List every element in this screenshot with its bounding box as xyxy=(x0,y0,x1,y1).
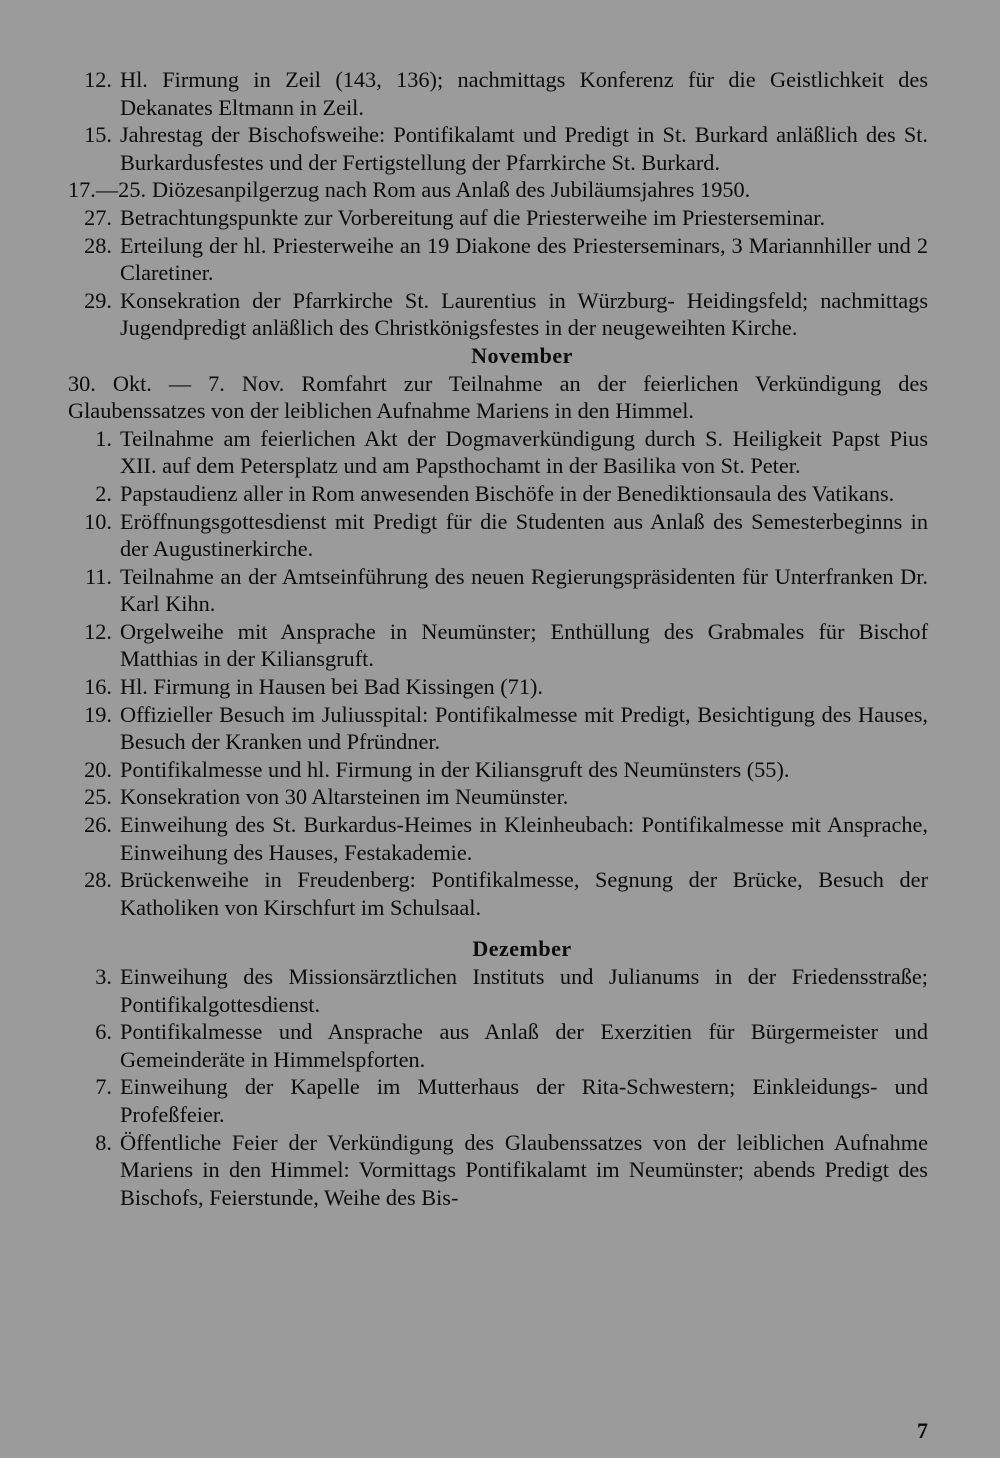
entry-date: 17.—25. xyxy=(68,177,147,203)
entry-text: Teilnahme an der Amtseinführung des neuen Regierungspräsidenten für Unterfranken Dr. Karl Kihn. xyxy=(120,563,928,617)
entry-nov-12 xyxy=(66,618,928,673)
entry-text: Offizieller Besuch im Juliusspital: Pontifikalmesse mit Predigt, Besichtigung des Hauses, Besuch der Kranken und Pfründner. xyxy=(120,701,928,755)
entry-nov-20 xyxy=(66,756,928,784)
entry-text: Einweihung der Kapelle im Mutterhaus der Rita-Schwestern; Einkleidungs- und Profeßfeier. xyxy=(120,1074,928,1127)
entry-text: Erteilung der hl. Priesterweihe an 19 Diakone des Priesterseminars, 3 Mariannhiller und 2 Claretiner. xyxy=(120,232,928,286)
section-heading-november: November xyxy=(471,342,573,368)
entry-text: Öffentliche Feier der Verkündigung des Glaubenssatzes von der leiblichen Aufnahme Mariens in den Himmel: Vormittags Pontifikalamt im Neumünster; abends Predigt des Bischofs, Feierstunde, Weihe des Bis- xyxy=(120,1129,928,1210)
entry-text: Hl. Firmung in Zeil (143, 136); nachmittags Konferenz für die Geistlichkeit des Dekanates Eltmann in Zeil. xyxy=(120,67,928,120)
entry-date: 15. xyxy=(84,122,112,148)
entry-nov-2 xyxy=(66,480,928,508)
entry-text: Konsekration von 30 Altarsteinen im Neumünster. xyxy=(120,784,569,810)
entry-date: 2. xyxy=(95,480,112,506)
entry-text: Einweihung des St. Burkardus-Heimes in Kleinheubach: Pontifikalmesse mit Ansprache, Einweihung des Hauses, Festakademie. xyxy=(120,812,928,865)
entry-nov-10 xyxy=(66,508,928,563)
entry-text: Teilnahme am feierlichen Akt der Dogmaverkündigung durch S. Heiligkeit Papst Pius XII. auf dem Petersplatz und am Papsthochamt in der Basilika von St. Peter. xyxy=(120,425,928,479)
entry-date: 29. xyxy=(84,287,112,313)
entry-dec-7 xyxy=(66,1073,928,1128)
entry-nov-16 xyxy=(66,673,928,701)
entry-text: Pontifikalmesse und Ansprache aus Anlaß der Exerzitien für Bürgermeister und Gemeinderäte in Himmelspforten. xyxy=(120,1019,928,1072)
entry-date: 27. xyxy=(84,204,112,230)
entry-text: Betrachtungspunkte zur Vorbereitung auf die Priesterweihe im Priesterseminar. xyxy=(120,204,826,230)
entry-oct-12 xyxy=(66,66,928,121)
entry-text: Papstaudienz aller in Rom anwesenden Bischöfe in der Benediktionsaula des Vatikans. xyxy=(120,480,895,506)
entry-text: Diözesanpilgerzug nach Rom aus Anlaß des Jubiläumsjahres 1950. xyxy=(152,177,751,203)
entry-date: 10. xyxy=(84,508,112,534)
entry-date: 28. xyxy=(84,867,112,893)
entry-date: 26. xyxy=(84,812,112,838)
entry-date: 19. xyxy=(84,701,112,727)
page-number: 7 xyxy=(917,1418,928,1443)
entry-date: 30. Okt. — 7. Nov. xyxy=(68,370,285,396)
entry-dec-8 xyxy=(66,1129,928,1212)
entry-nov-25 xyxy=(66,783,928,811)
entry-nov-11 xyxy=(66,563,928,618)
entry-text: Konsekration der Pfarrkirche St. Laurentius in Würzburg- Heidingsfeld; nachmittags Jugendpredigt anläßlich des Christkönigsfestes in der neugeweihten Kirche. xyxy=(120,287,928,341)
entry-dec-3 xyxy=(66,963,928,1018)
entry-date: 25. xyxy=(84,784,112,810)
entry-nov-26 xyxy=(66,811,928,866)
entry-date: 7. xyxy=(95,1074,112,1100)
entry-text: Romfahrt zur Teilnahme an der feierlichen Verkündigung des Glaubenssatzes von der leiblichen Aufnahme Mariens in den Himmel. xyxy=(68,370,928,424)
entry-date: 12. xyxy=(84,67,112,92)
entry-date: 1. xyxy=(95,425,112,451)
entry-date: 20. xyxy=(84,756,112,782)
entry-oct-29 xyxy=(66,287,928,342)
entry-text: Brückenweihe in Freudenberg: Pontifikalmesse, Segnung der Brücke, Besuch der Katholiken von Kirschfurt im Schulsaal. xyxy=(120,867,928,920)
entry-date: 3. xyxy=(95,964,112,989)
entry-text: Eröffnungsgottesdienst mit Predigt für die Studenten aus Anlaß des Semesterbeginns in der Augustinerkirche. xyxy=(120,508,928,562)
entry-date: 12. xyxy=(84,618,112,644)
entry-text: Hl. Firmung in Hausen bei Bad Kissingen (71). xyxy=(120,674,543,700)
entry-nov-1 xyxy=(66,425,928,480)
section-heading-dezember: Dezember xyxy=(472,936,572,962)
entry-nov-28 xyxy=(66,866,928,921)
entry-text: Pontifikalmesse und hl. Firmung in der Kiliansgruft des Neumünsters (55). xyxy=(120,756,790,782)
entry-text: Jahrestag der Bischofsweihe: Pontifikalamt und Predigt in St. Burkard anläßlich des St. Burkardusfestes und der Fertigstellung der Pfarrkirche St. Burkard. xyxy=(120,122,928,175)
entry-text: Einweihung des Missionsärztlichen Instituts und Julianums in der Friedensstraße; Pontifikalgottesdienst. xyxy=(120,964,928,1017)
entry-nov-intro xyxy=(66,370,928,425)
entry-date: 6. xyxy=(95,1019,112,1045)
entry-text: Orgelweihe mit Ansprache in Neumünster; Enthüllung des Grabmales für Bischof Matthias in der Kiliansgruft. xyxy=(120,618,928,672)
entry-date: 28. xyxy=(84,232,112,258)
entry-dec-6 xyxy=(66,1018,928,1073)
entry-date: 11. xyxy=(84,563,112,589)
entry-date: 16. xyxy=(84,674,112,700)
entry-nov-19 xyxy=(66,701,928,756)
section-spacer xyxy=(66,921,928,935)
entry-oct-28 xyxy=(66,232,928,287)
entry-oct-15 xyxy=(66,121,928,176)
entry-oct-27 xyxy=(66,204,928,232)
entry-oct-17-25 xyxy=(66,176,928,204)
entry-date: 8. xyxy=(95,1129,112,1155)
